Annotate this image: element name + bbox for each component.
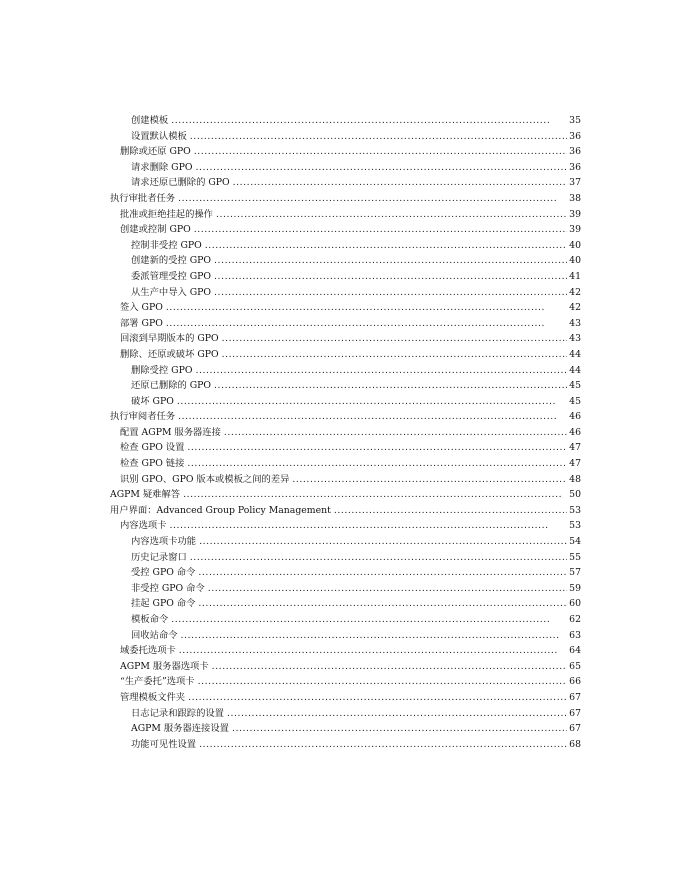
toc-entry[interactable]: [110, 472, 581, 488]
dot-leader: [292, 472, 567, 488]
toc-entry-title: “生产委托”选项卡: [120, 676, 195, 688]
toc-entry-title: 控制非受控 GPO: [131, 239, 202, 251]
toc-entry[interactable]: [110, 674, 581, 690]
toc-entry[interactable]: [110, 129, 581, 145]
toc-entry[interactable]: [110, 160, 581, 176]
dot-leader: [199, 737, 567, 753]
toc-entry-page-number: 48: [569, 473, 581, 485]
toc-entry[interactable]: [110, 409, 581, 425]
toc-entry-page-number: 36: [569, 146, 581, 158]
dot-leader: [198, 674, 567, 690]
toc-entry-page-number: 65: [569, 660, 581, 672]
toc-entry[interactable]: [110, 238, 581, 254]
toc-entry-page-number: 45: [569, 380, 581, 392]
toc-entry-page-number: 67: [569, 723, 581, 735]
toc-entry[interactable]: [110, 643, 581, 659]
dot-leader: [178, 409, 567, 425]
toc-entry-page-number: 67: [569, 707, 581, 719]
dot-leader: [214, 285, 567, 301]
toc-entry-title: 检查 GPO 设置: [120, 442, 185, 454]
toc-entry[interactable]: [110, 518, 581, 534]
toc-entry[interactable]: [110, 191, 581, 207]
dot-leader: [199, 534, 567, 550]
toc-entry-title: 执行审批者任务: [110, 192, 176, 204]
toc-entry-title: 委派管理受控 GPO: [131, 270, 212, 282]
toc-entry-title: 用户界面：Advanced Group Policy Management: [110, 504, 331, 516]
dot-leader: [170, 518, 568, 534]
dot-leader: [222, 347, 567, 363]
toc-entry-page-number: 45: [569, 395, 581, 407]
dot-leader: [232, 721, 567, 737]
toc-entry-title: 删除、还原或破坏 GPO: [120, 348, 219, 360]
table-of-contents: [110, 113, 581, 752]
toc-entry[interactable]: [110, 285, 581, 301]
dot-leader: [178, 191, 567, 207]
dot-leader: [214, 253, 567, 269]
toc-entry-page-number: 40: [569, 239, 581, 251]
toc-entry-title: 创建或控制 GPO: [120, 224, 191, 236]
toc-entry[interactable]: [110, 487, 581, 503]
toc-entry-title: 模板命令: [131, 614, 169, 625]
toc-entry-title: 检查 GPO 链接: [120, 458, 185, 470]
toc-entry[interactable]: [110, 456, 581, 472]
toc-entry-page-number: 47: [569, 442, 581, 454]
dot-leader: [190, 550, 567, 566]
toc-entry-page-number: 46: [569, 411, 581, 423]
dot-leader: [190, 129, 567, 145]
dot-leader: [222, 331, 567, 347]
dot-leader: [181, 628, 568, 644]
toc-entry-page-number: 42: [569, 302, 581, 314]
dot-leader: [198, 565, 567, 581]
toc-entry-title: AGPM 服务器连接设置: [131, 723, 229, 735]
toc-entry-title: 删除或还原 GPO: [120, 146, 191, 158]
dot-leader: [212, 659, 567, 675]
toc-entry[interactable]: [110, 503, 581, 519]
toc-entry-title: 从生产中导入 GPO: [131, 286, 212, 298]
toc-entry[interactable]: [110, 331, 581, 347]
toc-entry-page-number: 36: [569, 161, 581, 173]
toc-entry[interactable]: [110, 565, 581, 581]
toc-entry[interactable]: [110, 363, 581, 379]
dot-leader: [179, 643, 567, 659]
toc-entry[interactable]: [110, 440, 581, 456]
dot-leader: [194, 144, 567, 160]
dot-leader: [227, 706, 567, 722]
dot-leader: [177, 394, 567, 410]
toc-entry[interactable]: [110, 628, 581, 644]
toc-entry[interactable]: [110, 721, 581, 737]
toc-entry-page-number: 53: [569, 520, 581, 532]
dot-leader: [205, 238, 567, 254]
dot-leader: [195, 363, 567, 379]
dot-leader: [187, 456, 567, 472]
toc-entry-title: 管理模板文件夹: [120, 691, 186, 703]
toc-entry-page-number: 35: [569, 115, 581, 126]
toc-entry-page-number: 37: [569, 177, 581, 189]
dot-leader: [188, 690, 567, 706]
toc-entry-page-number: 43: [569, 333, 581, 345]
dot-leader: [183, 487, 567, 503]
toc-entry-title: 执行审阅者任务: [110, 411, 176, 423]
toc-entry-page-number: 39: [569, 208, 581, 220]
toc-entry-page-number: 47: [569, 458, 581, 470]
toc-entry-title: 破坏 GPO: [131, 395, 174, 407]
toc-entry-title: 域委托选项卡: [120, 645, 176, 657]
toc-entry-page-number: 59: [569, 582, 581, 594]
toc-entry-page-number: 36: [569, 130, 581, 142]
toc-entry[interactable]: [110, 269, 581, 285]
toc-entry-title: 请求还原已删除的 GPO: [131, 177, 230, 189]
toc-entry[interactable]: [110, 581, 581, 597]
dot-leader: [166, 316, 567, 332]
toc-entry[interactable]: [110, 144, 581, 160]
toc-entry-page-number: 42: [569, 286, 581, 298]
dot-leader: [195, 160, 567, 176]
toc-entry[interactable]: [110, 394, 581, 410]
dot-leader: [214, 378, 567, 394]
toc-entry-title: 内容选项卡功能: [131, 536, 197, 548]
toc-entry-page-number: 60: [569, 598, 581, 610]
toc-entry-page-number: 68: [569, 738, 581, 750]
toc-entry[interactable]: [110, 612, 581, 628]
toc-entry-page-number: 46: [569, 426, 581, 438]
toc-entry[interactable]: [110, 347, 581, 363]
dot-leader: [194, 222, 567, 238]
toc-entry-page-number: 41: [569, 270, 581, 282]
dot-leader: [214, 269, 567, 285]
toc-entry-title: AGPM 服务器选项卡: [120, 660, 209, 672]
toc-entry-title: 还原已删除的 GPO: [131, 380, 212, 392]
toc-entry-page-number: 38: [569, 192, 581, 204]
toc-entry-page-number: 64: [569, 645, 581, 657]
toc-entry[interactable]: [110, 659, 581, 675]
toc-entry-title: 配置 AGPM 服务器连接: [120, 426, 221, 438]
dot-leader: [166, 300, 567, 316]
toc-entry-page-number: 50: [569, 489, 581, 501]
toc-entry-title: 内容选项卡: [120, 520, 167, 532]
toc-entry[interactable]: [110, 207, 581, 223]
toc-entry-title: 批准或拒绝挂起的操作: [120, 208, 213, 220]
toc-entry-title: 删除受控 GPO: [131, 364, 193, 376]
toc-entry[interactable]: [110, 113, 581, 129]
toc-entry[interactable]: [110, 690, 581, 706]
toc-entry-page-number: 57: [569, 567, 581, 579]
toc-entry-page-number: 44: [569, 348, 581, 360]
toc-entry-title: 请求删除 GPO: [131, 161, 193, 173]
toc-entry-page-number: 53: [569, 504, 581, 516]
toc-entry-title: 识别 GPO、GPO 版本或模板之间的差异: [120, 473, 290, 485]
toc-entry[interactable]: [110, 378, 581, 394]
toc-entry-page-number: 67: [569, 691, 581, 703]
toc-entry-title: 签入 GPO: [120, 302, 163, 314]
toc-entry-title: 创建模板: [131, 115, 169, 126]
toc-entry-page-number: 55: [569, 551, 581, 563]
toc-entry-title: 回收站命令: [131, 629, 178, 641]
toc-entry-title: 回滚到早期版本的 GPO: [120, 333, 219, 345]
toc-entry[interactable]: [110, 222, 581, 238]
toc-entry-title: 受控 GPO 命令: [131, 567, 196, 579]
toc-entry[interactable]: [110, 425, 581, 441]
toc-entry-title: 功能可见性设置: [131, 738, 197, 750]
toc-entry-page-number: 63: [569, 629, 581, 641]
toc-entry[interactable]: [110, 550, 581, 566]
toc-entry-page-number: 39: [569, 224, 581, 236]
toc-entry-page-number: 44: [569, 364, 581, 376]
toc-entry-page-number: 43: [569, 317, 581, 329]
toc-entry-title: 设置默认模板: [131, 130, 187, 142]
dot-leader: [187, 440, 567, 456]
toc-entry[interactable]: [110, 706, 581, 722]
dot-leader: [334, 503, 567, 519]
toc-entry-page-number: 62: [569, 614, 581, 625]
toc-entry[interactable]: [110, 316, 581, 332]
toc-entry-title: 历史记录窗口: [131, 551, 187, 563]
dot-leader: [216, 207, 567, 223]
dot-leader: [208, 581, 567, 597]
toc-entry[interactable]: [110, 534, 581, 550]
toc-entry[interactable]: [110, 175, 581, 191]
dot-leader: [224, 425, 567, 441]
dot-leader: [198, 596, 567, 612]
toc-entry-title: AGPM 疑难解答: [110, 489, 181, 501]
toc-entry-page-number: 66: [569, 676, 581, 688]
dot-leader: [171, 612, 567, 628]
toc-entry[interactable]: [110, 300, 581, 316]
toc-entry-title: 挂起 GPO 命令: [131, 598, 196, 610]
toc-entry-page-number: 40: [569, 255, 581, 267]
toc-entry-title: 非受控 GPO 命令: [131, 582, 205, 594]
toc-entry-page-number: 54: [569, 536, 581, 548]
toc-entry[interactable]: [110, 253, 581, 269]
dot-leader: [171, 113, 567, 129]
toc-entry-title: 部署 GPO: [120, 317, 163, 329]
toc-entry-title: 日志记录和跟踪的设置: [131, 707, 224, 719]
dot-leader: [233, 175, 567, 191]
toc-entry[interactable]: [110, 737, 581, 753]
toc-entry-title: 创建新的受控 GPO: [131, 255, 212, 267]
toc-entry[interactable]: [110, 596, 581, 612]
